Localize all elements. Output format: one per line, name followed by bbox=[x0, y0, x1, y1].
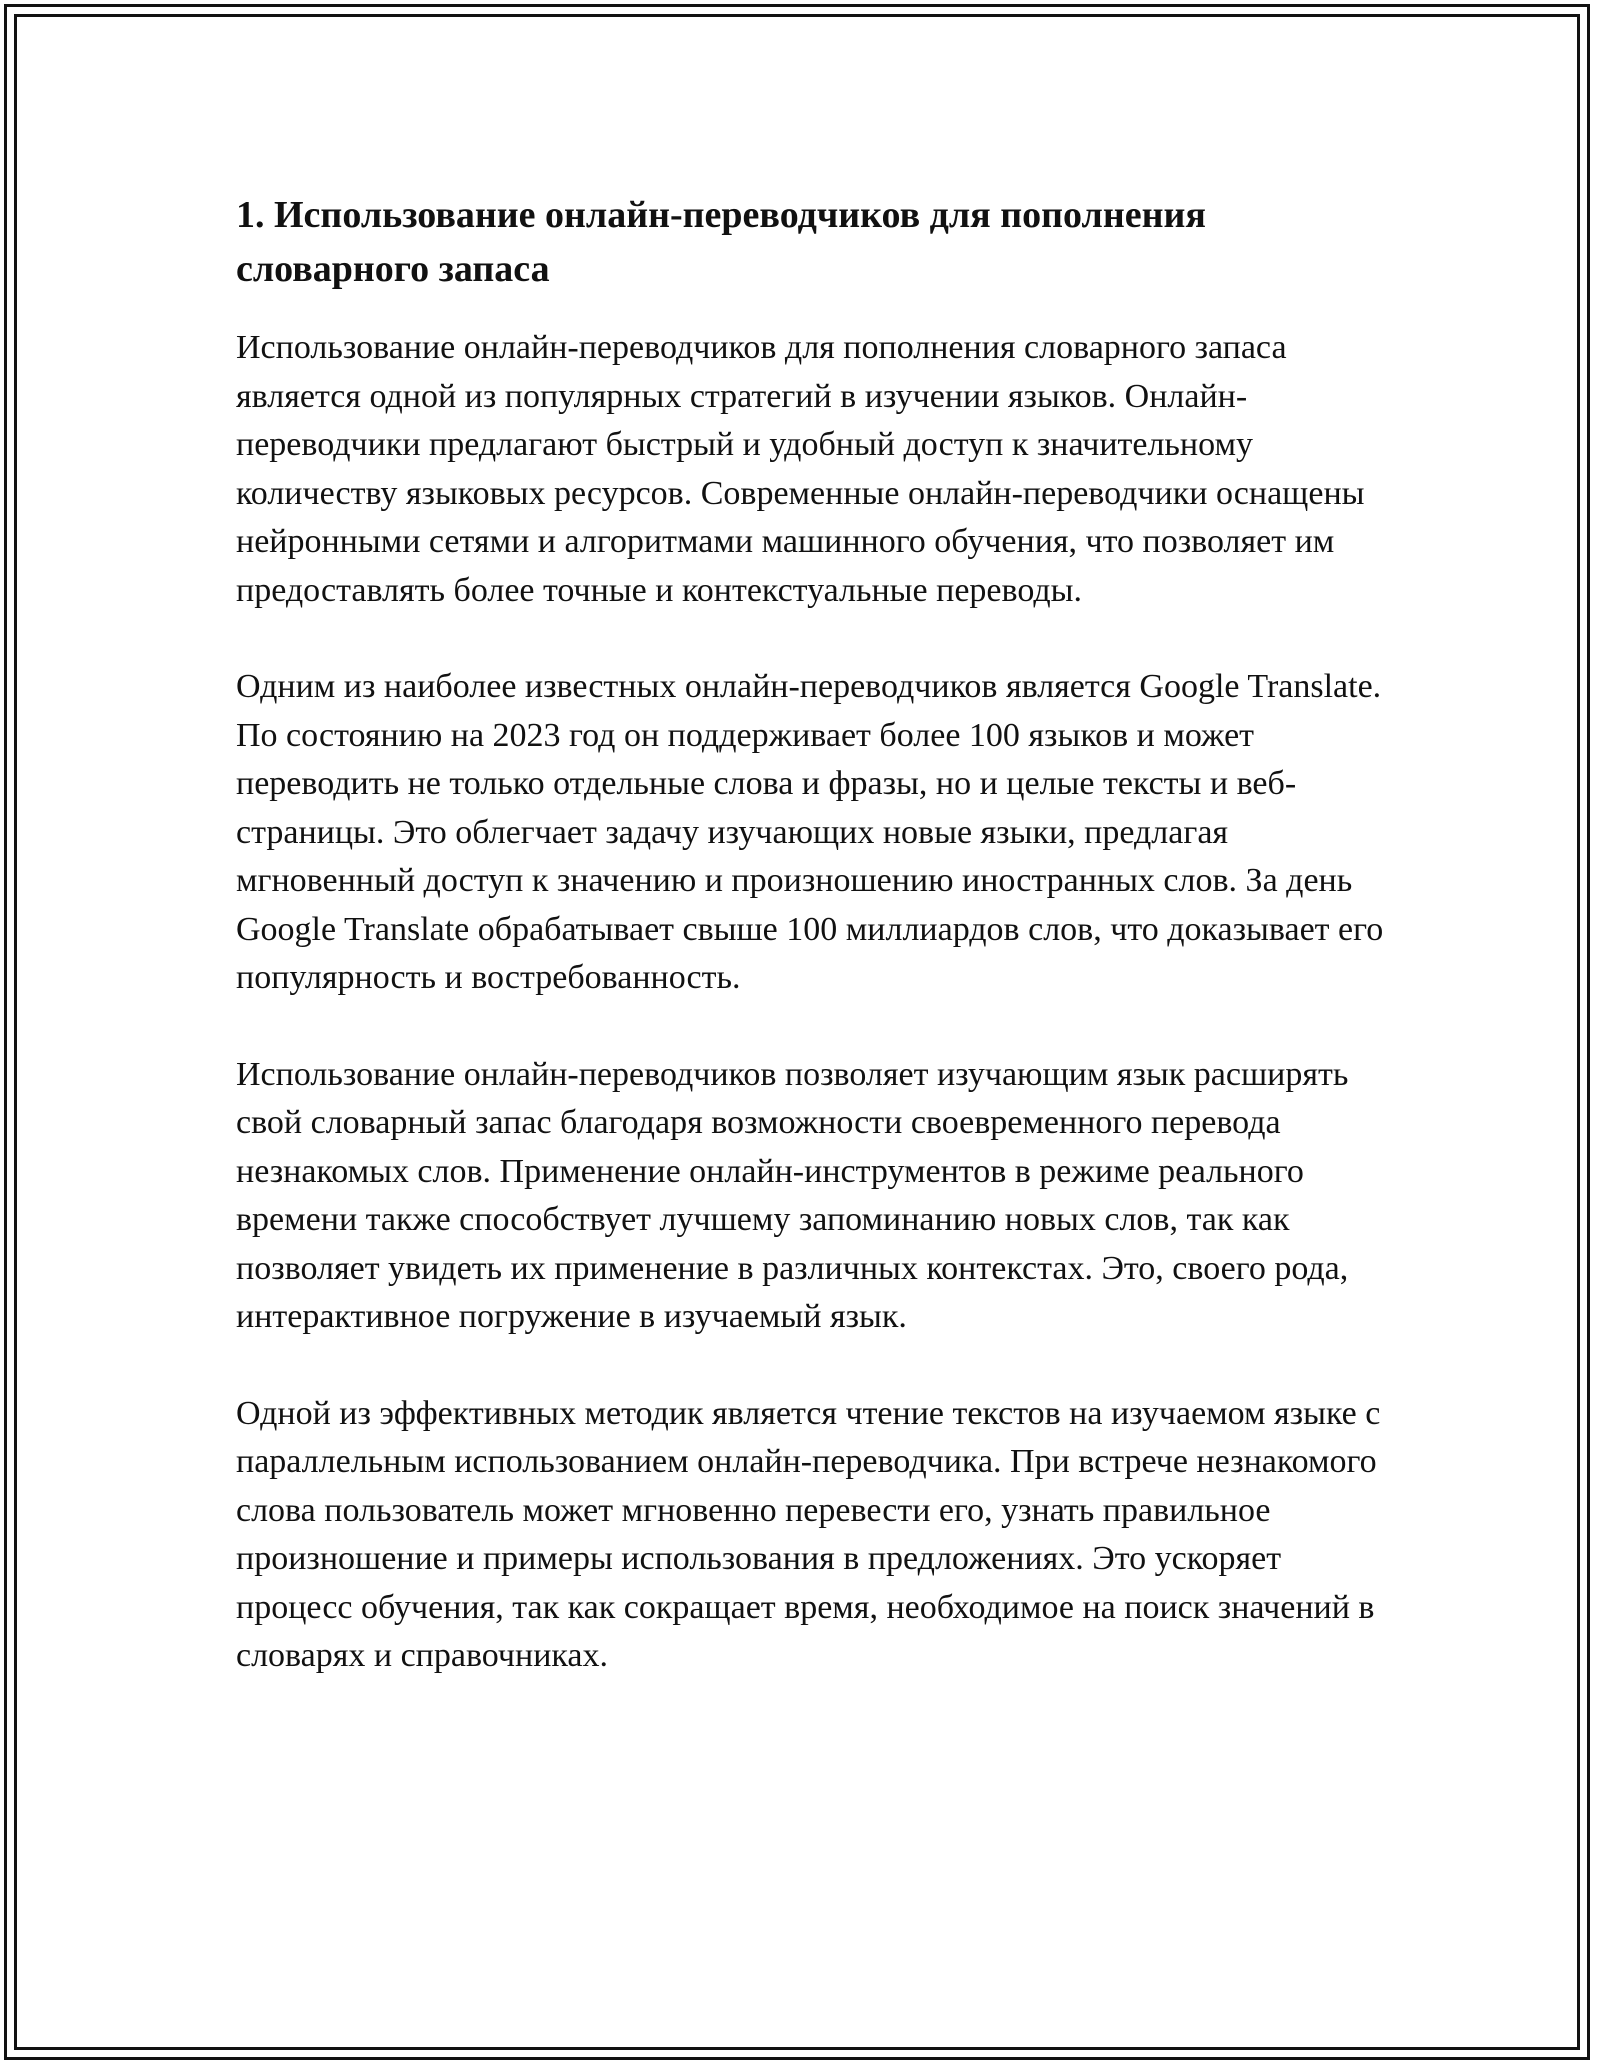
paragraph-3: Использование онлайн-переводчиков позволяет изучающим язык расширять свой словарный запас благодаря возможности своевременного перевода незнакомых слов. Применение онлайн-инструментов в режиме реального времени также способствует лучшему запоминанию новых слов, так как позволяет увидеть их применение в различных контекстах. Это, своего рода, интерактивное погружение в изучаемый язык. bbox=[236, 1055, 1349, 1335]
paragraph-2: Одним из наиболее известных онлайн-переводчиков является Google Translate. По состоянию на 2023 год он поддерживает более 100 языков и может переводить не только отдельные слова и фразы, но и целые тексты и веб-страницы. Это облегчает задачу изучающих новые языки, предлагая мгновенный доступ к значению и произношению иностранных слов. За день Google Translate обрабатывает свыше 100 миллиардов слов, что доказывает его популярность и востребованность. bbox=[236, 668, 1384, 996]
paragraph-4: Одной из эффективных методик является чтение текстов на изучаемом языке с параллельным использованием онлайн-переводчика. При встрече незнакомого слова пользователь может мгновенно перевести его, узнать правильное произношение и примеры использования в предложениях. Это ускоряет процесс обучения, так как сокращает время, необходимое на поиск значений в словарях и справочниках. bbox=[236, 1394, 1381, 1674]
document-body bbox=[236, 188, 1386, 1729]
section-heading: 1. Использование онлайн-переводчиков для пополнения словарного запаса bbox=[236, 194, 1206, 290]
paragraph-1: Использование онлайн-переводчиков для пополнения словарного запаса является одной из популярных стратегий в изучении языков. Онлайн-переводчики предлагают быстрый и удобный доступ к значительному количеству языковых ресурсов. Современные онлайн-переводчики оснащены нейронными сетями и алгоритмами машинного обучения, что позволяет им предоставлять более точные и контекстуальные переводы. bbox=[236, 329, 1365, 609]
